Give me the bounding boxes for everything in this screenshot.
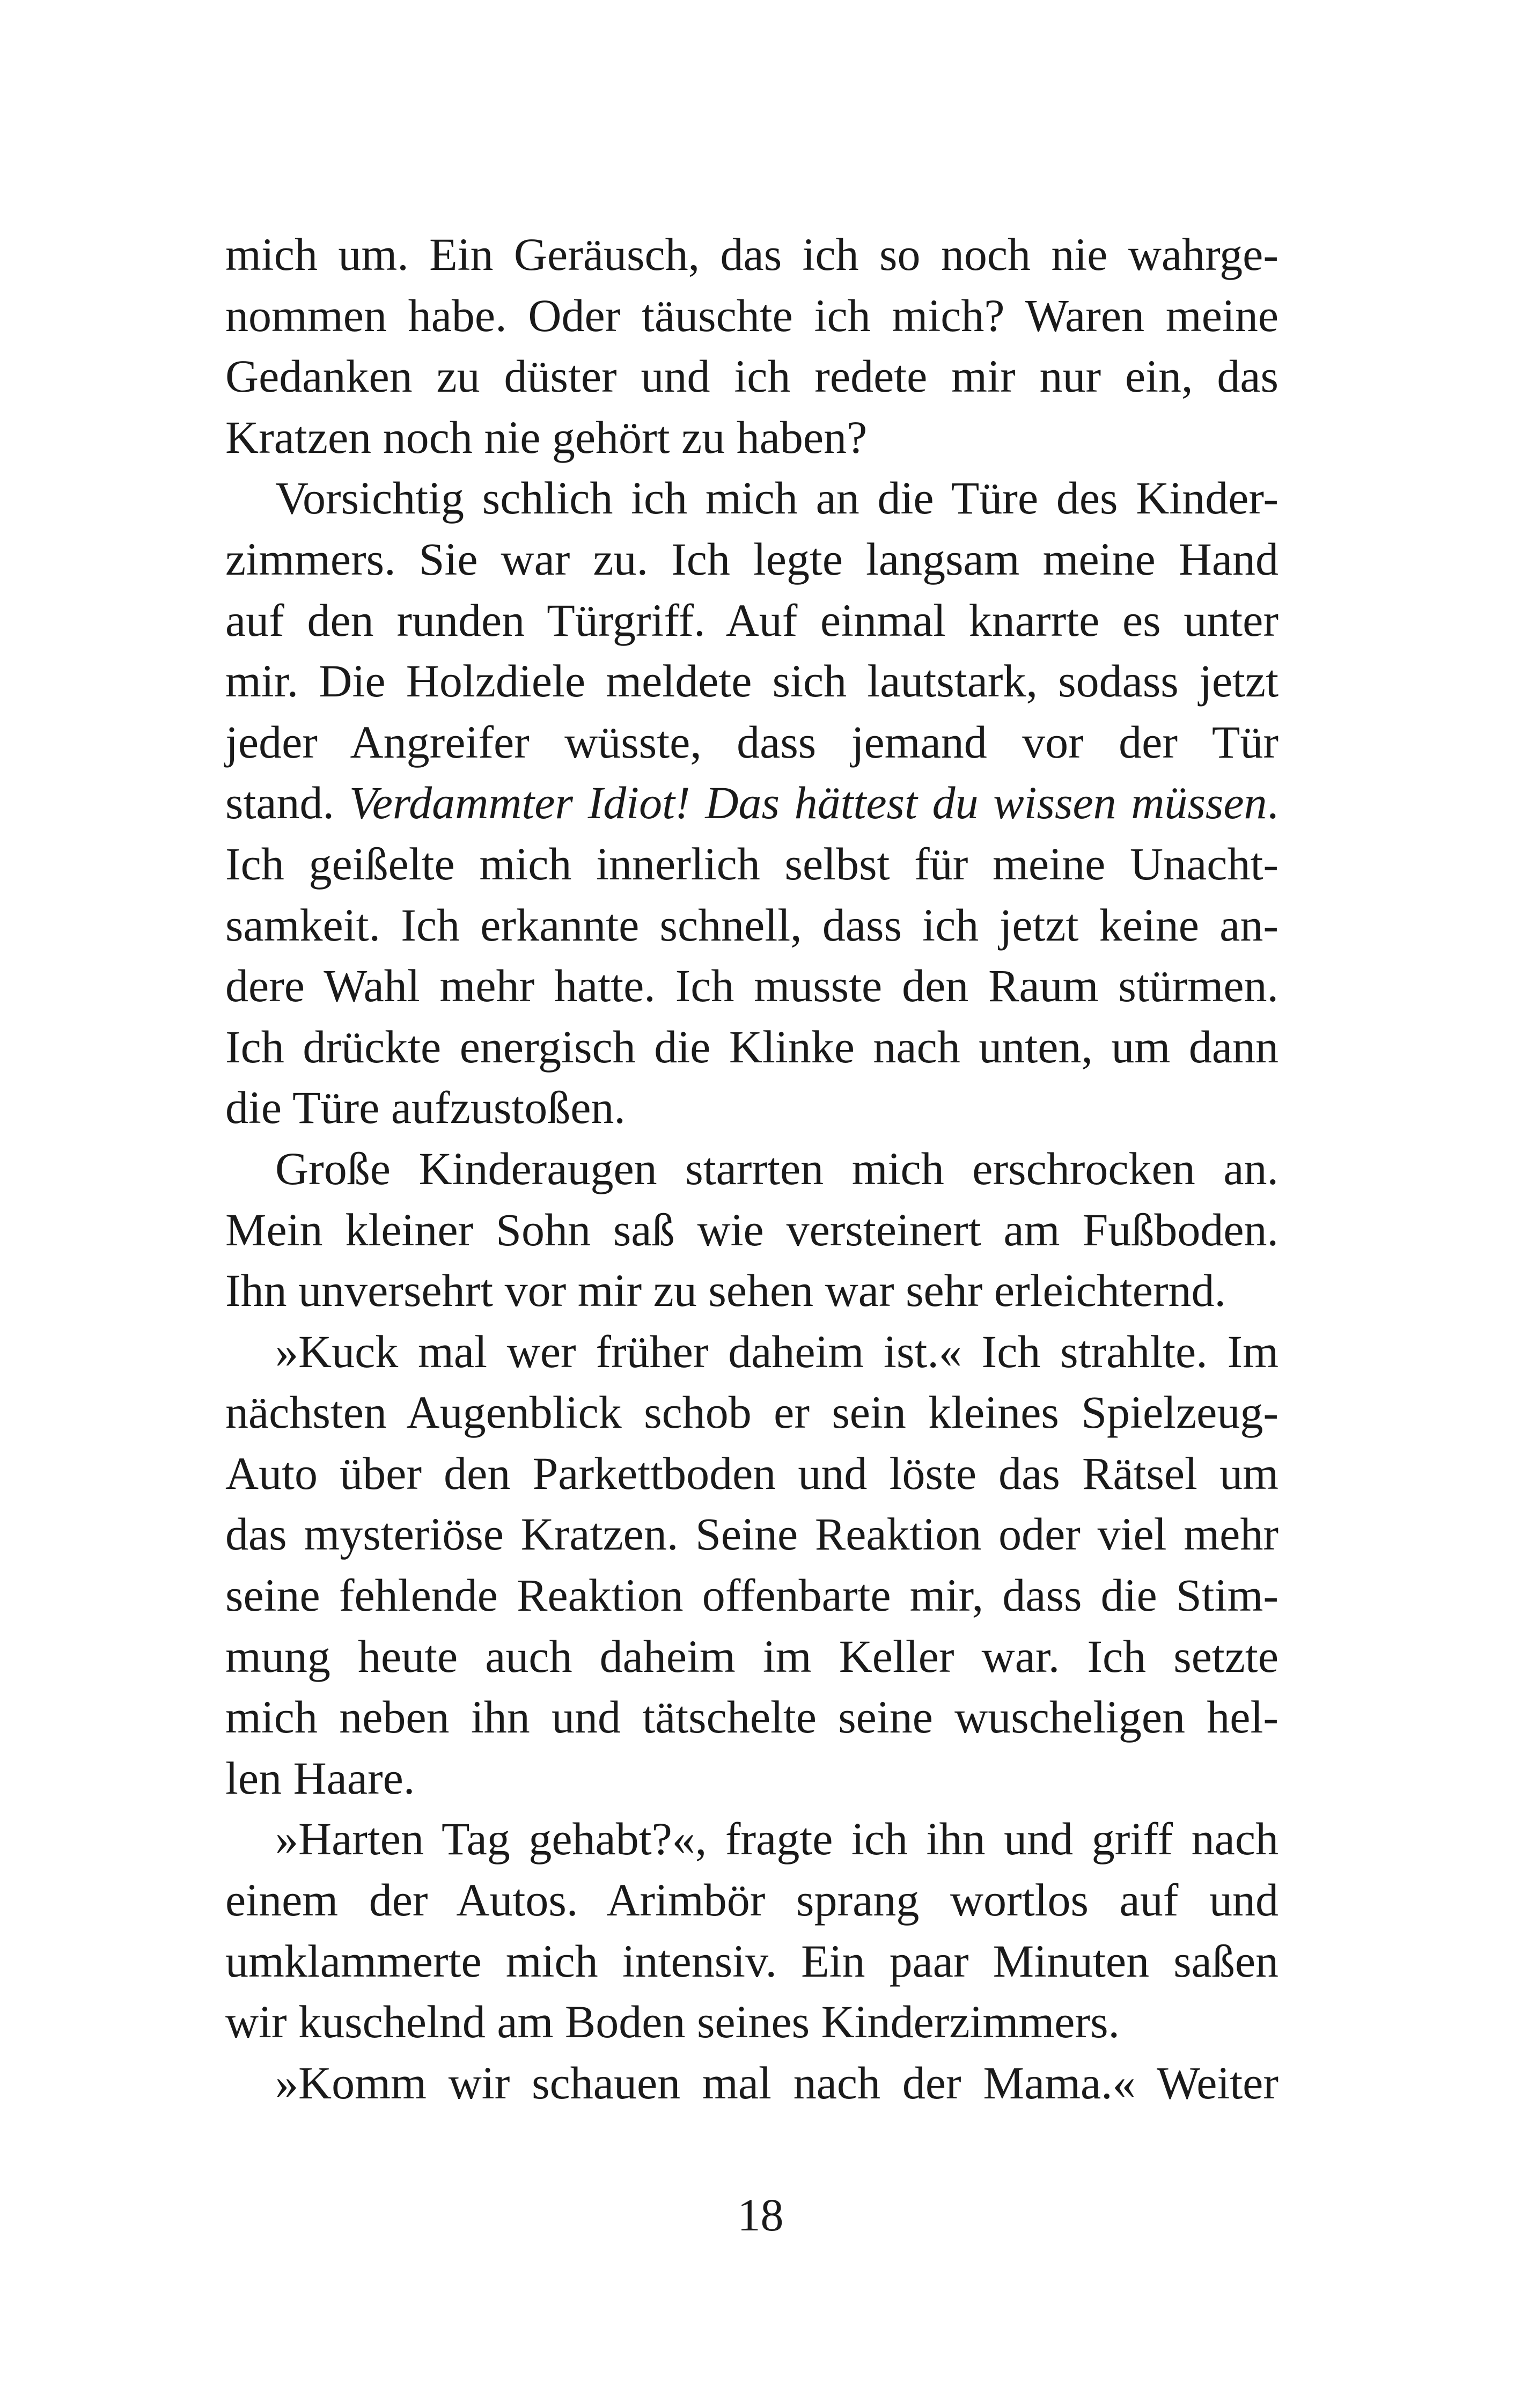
text-line: mung heute auch daheim im Keller war. Ich setzte xyxy=(225,1630,1278,1682)
text-line: Gedanken zu düster und ich redete mir nur ein, das xyxy=(225,350,1278,402)
page-number: 18 xyxy=(737,2189,784,2241)
text-line: Kratzen noch nie gehört zu haben? xyxy=(225,411,868,463)
text-line: das mysteriöse Kratzen. Seine Reaktion oder viel mehr xyxy=(225,1508,1278,1560)
text-line: Ich geißelte mich innerlich selbst für meine Unacht- xyxy=(225,838,1278,890)
text-fragment: stand. xyxy=(225,777,335,829)
text-line: mich neben ihn und tätschelte seine wuscheligen hel- xyxy=(225,1691,1278,1743)
text-line: »Komm wir schauen mal nach der Mama.« Weiter xyxy=(275,2057,1278,2109)
text-line: dere Wahl mehr hatte. Ich musste den Raum stürmen. xyxy=(225,960,1278,1012)
text-line: Vorsichtig schlich ich mich an die Türe des Kinder- xyxy=(275,472,1278,524)
body-text xyxy=(225,224,1278,2113)
text-line: Ihn unversehrt vor mir zu sehen war sehr erleichternd. xyxy=(225,1265,1226,1317)
text-line: mir. Die Holzdiele meldete sich lautstark, sodass jetzt xyxy=(225,655,1278,707)
text-line: die Türe aufzustoßen. xyxy=(225,1082,626,1134)
text-line: »Kuck mal wer früher daheim ist.« Ich strahlte. Im xyxy=(275,1325,1278,1377)
text-line: umklammerte mich intensiv. Ein paar Minuten saßen xyxy=(225,1935,1278,1987)
text-line: wir kuschelnd am Boden seines Kinderzimmers. xyxy=(225,1996,1120,2048)
text-line: seine fehlende Reaktion offenbarte mir, dass die Stim- xyxy=(225,1569,1278,1621)
text-line: mich um. Ein Geräusch, das ich so noch nie wahrge- xyxy=(225,229,1278,280)
text-fragment: . xyxy=(1267,777,1279,829)
text-line: auf den runden Türgriff. Auf einmal knarrte es unter xyxy=(225,594,1278,646)
text-line: Große Kinderaugen starrten mich erschrocken an. xyxy=(275,1142,1278,1194)
text-line: einem der Autos. Arimbör sprang wortlos auf und xyxy=(225,1874,1278,1926)
text-line: nommen habe. Oder täuschte ich mich? Waren meine xyxy=(225,289,1278,341)
text-line: »Harten Tag gehabt?«, fragte ich ihn und griff nach xyxy=(275,1813,1278,1865)
text-line xyxy=(225,773,1278,834)
italic-thought: Verdammter Idiot! Das hättest du wissen müssen xyxy=(349,777,1267,829)
text-line: Auto über den Parkettboden und löste das Rätsel um xyxy=(225,1447,1278,1499)
text-line: nächsten Augenblick schob er sein kleines Spielzeug- xyxy=(225,1386,1278,1438)
text-line: len Haare. xyxy=(225,1752,415,1804)
text-line: Mein kleiner Sohn saß wie versteinert am Fußboden. xyxy=(225,1203,1278,1256)
text-line: samkeit. Ich erkannte schnell, dass ich jetzt keine an- xyxy=(225,899,1278,951)
text-line: jeder Angreifer wüsste, dass jemand vor der Tür xyxy=(225,716,1278,768)
text-line: Ich drückte energisch die Klinke nach unten, um dann xyxy=(225,1021,1278,1073)
text-line: zimmers. Sie war zu. Ich legte langsam meine Hand xyxy=(225,533,1278,585)
